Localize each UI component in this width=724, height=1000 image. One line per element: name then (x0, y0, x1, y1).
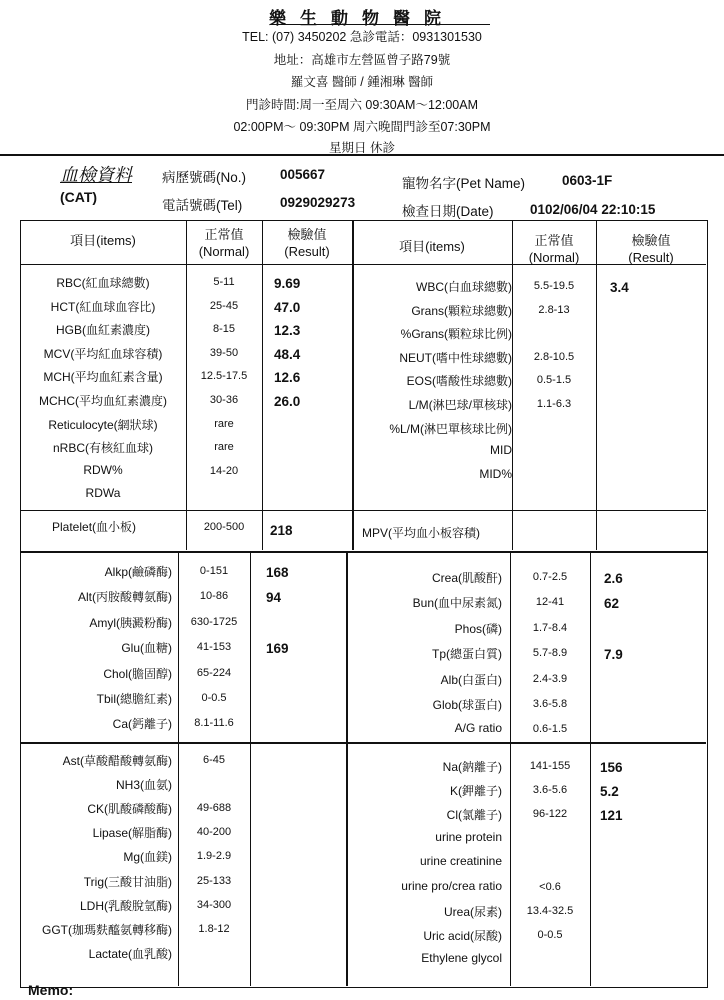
normal-range: 0.5-1.5 (536, 374, 572, 387)
test-name: Bun(血中尿素氮) (412, 596, 502, 611)
test-name: Grans(顆粒球總數) (411, 303, 512, 318)
date-value: 0102/06/04 22:10:15 (530, 202, 656, 217)
test-name: Glu(血糖) (121, 641, 172, 656)
test-name: %L/M(淋巴單核球比例) (389, 421, 512, 436)
clinic-hours-3: 星期日 休診 (329, 141, 395, 155)
clinic-name: 樂生動物醫院 (269, 9, 455, 29)
test-name: Phos(磷) (454, 621, 502, 636)
test-name: Reticulocyte(網狀球) (48, 417, 158, 432)
test-name: Alt(丙胺酸轉氨酶) (78, 590, 172, 605)
result-value: 26.0 (274, 394, 301, 409)
test-name: Amyl(胰澱粉酶) (89, 615, 172, 630)
test-name: Chol(膽固醇) (103, 666, 172, 681)
test-name: A/G ratio (454, 721, 502, 736)
normal-range: 2.4-3.9 (532, 672, 568, 685)
normal-range: 49-688 (196, 802, 232, 815)
normal-range: 34-300 (196, 898, 232, 911)
normal-range: 5-11 (213, 276, 235, 288)
normal-range: 141-155 (529, 760, 571, 772)
test-name: CK(肌酸磷酸酶) (87, 802, 172, 817)
pet-name-value: 0603-1F (562, 173, 613, 188)
test-name: NEUT(嗜中性球總數) (399, 350, 512, 365)
normal-range: 2.8-10.5 (533, 350, 575, 363)
date-label: 檢查日期(Date) (402, 204, 494, 219)
test-name: urine creatinine (419, 854, 502, 869)
normal-range: 13.4-32.5 (526, 904, 574, 917)
clinic-tel: TEL: (07) 3450202 急診電話：0931301530 (242, 30, 482, 44)
normal-range: 3.6-5.6 (532, 784, 568, 797)
test-name: HGB(血紅素濃度) (56, 323, 150, 338)
normal-range: 40-200 (196, 826, 232, 839)
header-items-right: 項目(items) (399, 239, 465, 254)
test-name: Tp(總蛋白質) (432, 647, 502, 662)
tel-label: 電話號碼(Tel) (162, 198, 243, 213)
result-value: 3.4 (610, 280, 629, 295)
test-name: Alb(白蛋白) (440, 672, 502, 687)
test-name: RBC(紅血球總數) (56, 276, 150, 290)
result-value: 94 (266, 590, 282, 606)
test-name: Urea(尿素) (443, 904, 502, 919)
result-value: 12.3 (274, 323, 301, 339)
normal-range: rare (214, 417, 234, 430)
pet-name-label: 寵物名字(Pet Name) (402, 176, 526, 191)
normal-range: 8-15 (212, 323, 236, 336)
result-value: 7.9 (604, 647, 623, 663)
mpv-name: MPV(平均血小板容積) (362, 526, 480, 540)
test-name: nRBC(有核紅血球) (52, 441, 153, 456)
test-name: Tbil(總膽紅素) (96, 692, 172, 706)
test-name: urine pro/crea ratio (401, 878, 502, 893)
header-items-left: 項目(items) (70, 233, 136, 248)
result-value: 169 (266, 641, 289, 657)
platelet-normal: 200-500 (203, 521, 245, 533)
test-name: urine protein (435, 830, 502, 845)
test-name: MCV(平均紅血球容積) (43, 346, 163, 361)
test-name: MCHC(平均血紅素濃度) (39, 394, 167, 408)
report-title: 血檢資料 (60, 165, 132, 186)
normal-range: 0.7-2.5 (532, 571, 568, 583)
memo-label: Memo: (28, 982, 74, 998)
platelet-result: 218 (270, 523, 293, 538)
test-name: Trig(三酸甘油脂) (83, 874, 172, 889)
normal-range: 12.5-17.5 (200, 370, 248, 383)
normal-range: 25-133 (196, 874, 232, 887)
result-value: 5.2 (600, 784, 619, 800)
test-name: Na(鈉離子) (442, 760, 502, 774)
normal-range: 6-45 (202, 754, 226, 766)
test-name: NH3(血氨) (116, 778, 172, 793)
result-value: 12.6 (274, 370, 301, 386)
clinic-hours-2: 02:00PM～ 09:30PM 周六晚間門診至07:30PM (233, 120, 491, 134)
normal-range: rare (214, 441, 234, 454)
header-result-left: 檢驗值 (Result) (284, 227, 330, 259)
normal-range: 1.9-2.9 (196, 850, 232, 863)
normal-range: 1.1-6.3 (536, 398, 572, 410)
normal-range: 8.1-11.6 (194, 717, 234, 730)
normal-range: 1.7-8.4 (532, 621, 568, 634)
normal-range: 0-0.5 (537, 928, 563, 941)
test-name: Uric acid(尿酸) (423, 928, 502, 943)
result-value: 48.4 (274, 346, 301, 362)
test-name: %Grans(顆粒球比例) (400, 327, 512, 342)
normal-range: 0-0.5 (201, 692, 227, 704)
result-value: 168 (266, 565, 289, 580)
result-value: 62 (604, 596, 620, 612)
clinic-doctors: 羅文喜 醫師 / 鍾湘琳 醫師 (290, 75, 434, 89)
test-name: Ast(草酸醋酸轉氨酶) (62, 754, 172, 768)
species: (CAT) (60, 189, 98, 205)
header-normal-left: 正常值 (Normal) (198, 227, 250, 259)
test-name: Mg(血鎂) (123, 850, 172, 865)
clinic-name-underline (270, 24, 490, 25)
test-name: MCH(平均血紅素含量) (43, 370, 163, 385)
normal-range: 10-86 (199, 590, 229, 603)
test-name: Crea(肌酸酐) (431, 571, 502, 585)
normal-range: 0.6-1.5 (532, 723, 568, 736)
normal-range: 41-153 (196, 641, 232, 654)
header-result-right: 檢驗值 (Result) (628, 233, 674, 265)
normal-range: 39-50 (209, 346, 239, 359)
normal-range: 5.7-8.9 (532, 647, 568, 660)
test-name: Alkp(鹼磷酶) (104, 565, 172, 579)
test-name: HCT(紅血球血容比) (50, 299, 156, 314)
normal-range: 30-36 (209, 394, 239, 406)
tel-value: 0929029273 (280, 195, 356, 210)
normal-range: 65-224 (196, 666, 232, 679)
test-name: GGT(珈瑪麩醯氨轉移酶) (42, 922, 172, 937)
normal-range: 5.5-19.5 (533, 280, 575, 292)
test-name: Glob(球蛋白) (432, 698, 502, 712)
record-value: 005667 (280, 167, 326, 182)
test-name: Lipase(解脂酶) (92, 826, 172, 841)
normal-range: 630-1725 (190, 615, 238, 628)
normal-range: 2.8-13 (538, 303, 570, 316)
test-name: RDWa (85, 486, 121, 501)
platelet-name: Platelet(血小板) (52, 520, 137, 534)
normal-range: 14-20 (209, 464, 239, 477)
test-name: L/M(淋巴球/單核球) (408, 398, 512, 412)
normal-range: <0.6 (539, 880, 561, 893)
normal-range: 1.8-12 (198, 922, 230, 935)
test-name: MID (490, 443, 512, 458)
normal-range: 3.6-5.8 (532, 698, 568, 710)
normal-range: 25-45 (209, 299, 239, 312)
result-value: 2.6 (604, 571, 623, 586)
test-name: LDH(乳酸脫氫酶) (80, 898, 172, 913)
header-normal-right: 正常值 (Normal) (528, 233, 580, 265)
test-name: MID% (479, 466, 512, 481)
clinic-hours-1: 門診時間:周一至周六 09:30AM～12:00AM (245, 98, 478, 112)
test-name: Ethylene glycol (421, 950, 502, 965)
result-value: 9.69 (274, 276, 301, 291)
normal-range: 12-41 (535, 596, 565, 609)
result-value: 47.0 (274, 299, 301, 315)
test-name: WBC(白血球總數) (416, 280, 512, 294)
test-name: RDW% (83, 462, 123, 477)
header-divider (0, 154, 724, 156)
test-name: EOS(嗜酸性球總數) (406, 374, 512, 389)
clinic-address: 地址：高雄市左營區曾子路79號 (273, 53, 451, 67)
normal-range: 0-151 (199, 565, 229, 577)
result-value: 156 (600, 760, 623, 775)
test-name: Ca(鈣離子) (112, 717, 172, 732)
record-label: 病歷號碼(No.) (162, 170, 246, 185)
result-value: 121 (600, 808, 623, 824)
test-name: Lactate(血乳酸) (88, 946, 172, 961)
normal-range: 96-122 (532, 808, 568, 821)
test-name: Cl(氯離子) (446, 808, 502, 823)
test-name: K(鉀離子) (450, 784, 502, 799)
